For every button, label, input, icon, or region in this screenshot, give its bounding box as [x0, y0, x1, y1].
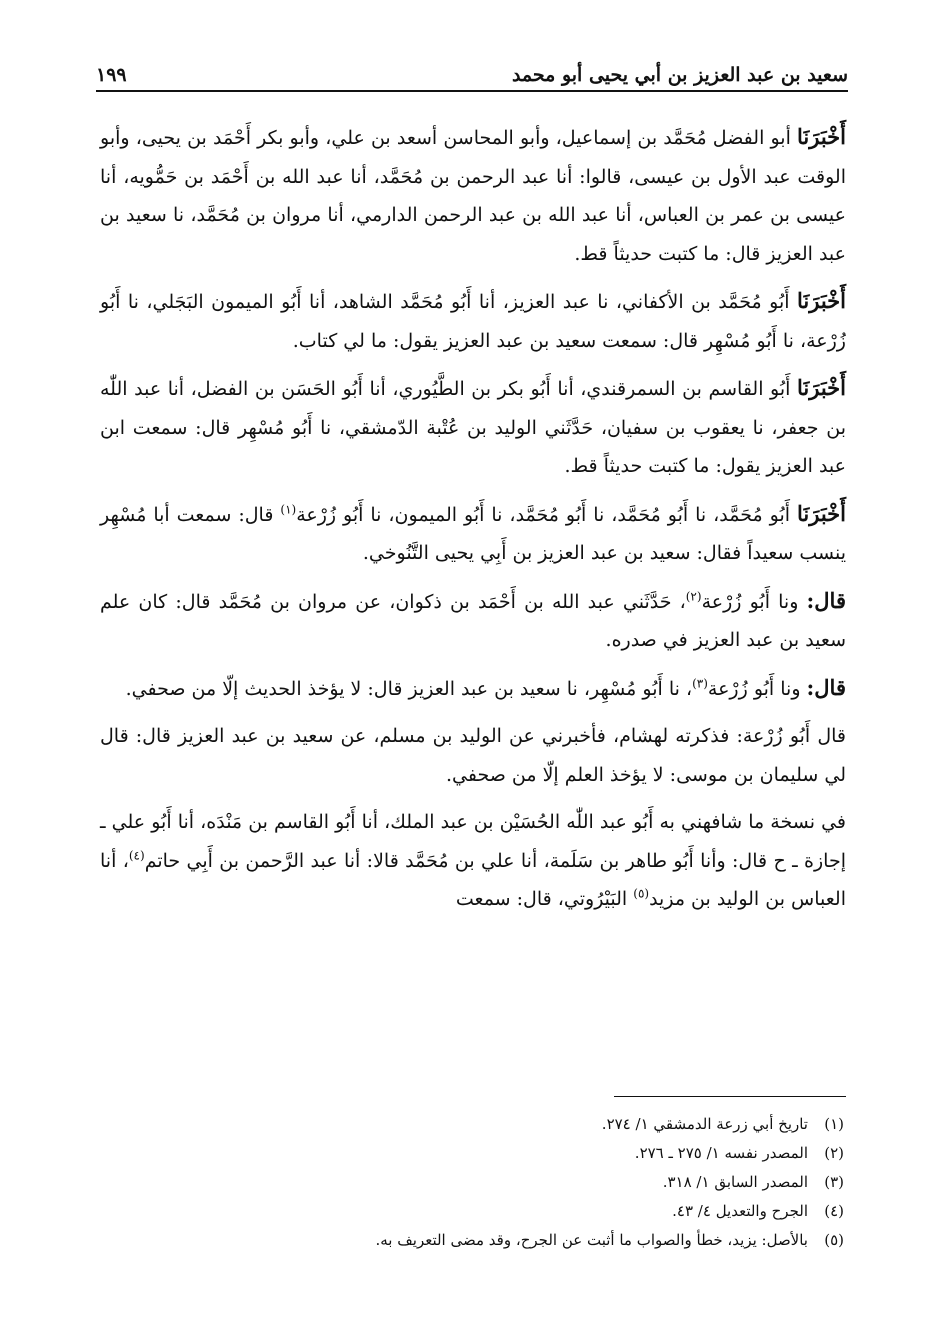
paragraph [100, 118, 846, 273]
footnote-item [100, 1226, 844, 1255]
paragraph-text-continued: ، أنا العباس بن الوليد بن مزيد [100, 849, 846, 910]
paragraph-lead: أَخْبَرَنَا [797, 288, 846, 313]
paragraph-lead: أَخْبَرَنَا [797, 500, 846, 526]
paragraph-lead: أَخْبَرَنَا [797, 124, 846, 149]
paragraph-text: أَبُو مُحَمَّد، نا أَبُو مُحَمَّد، نا أَبُو مُحَمَّد، نا أَبُو الميمون، نا أَبُو زُرْعة [296, 503, 798, 526]
footnote-number: (٥) [824, 1231, 844, 1249]
footnote-divider [614, 1096, 846, 1097]
paragraph-text-continued: ، حَدَّثَني عبد الله بن أَحْمَد بن ذكوان، عن مروان بن مُحَمَّد قال: كان علم سعيد بن عبد العزيز في صدره. [100, 590, 846, 651]
paragraph-text-continued: قال: سمعت أبا مُسْهِر ينسب سعيداً فقال: سعيد بن عبد العزيز بن أَبِي يحيى التَّنُوخي. [100, 503, 846, 564]
footnote-number: (٤) [824, 1202, 844, 1220]
footnote-number: (٢) [824, 1144, 844, 1162]
footnotes [100, 1110, 844, 1255]
footnote-ref[interactable]: (١) [280, 502, 297, 517]
footnote-item [100, 1139, 844, 1168]
paragraph-text: قال أَبُو زُرْعة: فذكرته لهشام، فأخبرني عن الوليد بن مسلم، عن سعيد بن عبد العزيز قال: قال لي سليمان بن موسى: لا يؤخذ العلم إلّا من صحفي. [100, 725, 846, 786]
footnote-number: (١) [824, 1115, 844, 1133]
running-header [96, 52, 848, 92]
paragraph-text: أبو الفضل مُحَمَّد بن إسماعيل، وأبو المحاسن أسعد بن علي، وأبو بكر أَحْمَد بن يحيى، وأبو الوقت عبد الأول بن عيسى، قالوا: أنا عبد الرحمن بن مُحَمَّد، أنا عبد الله بن أَحْمَد بن حَمُّويه، أنا عيسى بن عمر بن العباس، أنا عبد الله بن عبد الرحمن الدارمي، أنا مروان بن مُحَمَّد، نا سعيد بن عبد العزيز قال: ما كتبت حديثاً قط. [100, 127, 846, 265]
paragraph [100, 717, 846, 794]
paragraph-text: أَبُو مُحَمَّد بن الأكفاني، نا عبد العزيز، أنا أَبُو مُحَمَّد الشاهد، أنا أَبُو الميمون البَجَلي، نا أَبُو زُرْعة، نا أَبُو مُسْهِر قال: سمعت سعيد بن عبد العزيز يقول: ما لي كتاب. [100, 291, 846, 352]
page-number: ١٩٩ [96, 64, 127, 86]
footnote-text: الجرح والتعديل ٤/ ٤٣. [672, 1202, 808, 1220]
footnote-number: (٣) [824, 1173, 844, 1191]
footnote-ref[interactable]: (٤) [128, 848, 145, 863]
footnote-ref[interactable]: (٣) [692, 676, 708, 691]
footnote-text: بالأصل: يزيد، خطأ والصواب ما أثبت عن الجرح، وقد مضى التعريف به. [375, 1231, 808, 1249]
paragraph-lead: أَخْبَرَنَا [797, 375, 846, 400]
paragraph-lead: قال: [806, 587, 846, 613]
paragraph [100, 495, 846, 573]
paragraph [100, 282, 846, 360]
footnote-ref[interactable]: (٥) [633, 886, 650, 901]
paragraph [100, 369, 846, 486]
paragraph [100, 803, 846, 919]
paragraph [100, 582, 846, 660]
header-title: سعيد بن عبد العزيز بن أبي يحيى أبو محمد [511, 64, 848, 86]
paragraph [100, 669, 846, 709]
paragraph-text: في نسخة ما شافهني به أَبُو عبد اللّٰه الحُسَيْن بن عبد الملك، أنا أَبُو القاسم بن مَنْدَه، أنا أَبُو علي ـ إجازة ـ ح قال: وأنا أَبُو طاهر بن سَلَمة، أنا علي بن مُحَمَّد قالا: أنا عبد الرَّحمن بن أَبِي حاتم [100, 811, 846, 872]
paragraph-text: ونا أَبُو زُرْعة [707, 677, 807, 700]
footnote-item [100, 1110, 844, 1139]
footnote-item [100, 1197, 844, 1226]
paragraph-text-continued: البَيْرُوتي، قال: سمعت [455, 888, 634, 910]
paragraph-text-continued: ، نا أَبُو مُسْهِر، نا سعيد بن عبد العزيز قال: لا يؤخذ الحديث إلّا من صحفي. [125, 677, 693, 700]
main-text [100, 118, 846, 928]
footnote-text: المصدر السابق ١/ ٣١٨. [662, 1173, 808, 1191]
footnote-ref[interactable]: (٢) [685, 589, 702, 604]
paragraph-text: ونا أَبُو زُرْعة [701, 590, 807, 613]
footnote-item [100, 1168, 844, 1197]
footnote-text: تاريخ أبي زرعة الدمشقي ١/ ٢٧٤. [601, 1115, 808, 1133]
footnote-text: المصدر نفسه ١/ ٢٧٥ ـ ٢٧٦. [634, 1144, 808, 1162]
paragraph-lead: قال: [806, 674, 846, 700]
paragraph-text: أَبُو القاسم بن السمرقندي، أنا أَبُو بكر بن الطَّيُوري، أنا أَبُو الحَسَن بن الفضل، أنا عبد اللّٰه بن جعفر، نا يعقوب بن سفيان، حَدَّثَني الوليد بن عُتْبة الدّمشقي، نا أَبُو مُسْهِر قال: سمعت ابن عبد العزيز يقول: ما كتبت حديثاً قط. [100, 378, 846, 477]
